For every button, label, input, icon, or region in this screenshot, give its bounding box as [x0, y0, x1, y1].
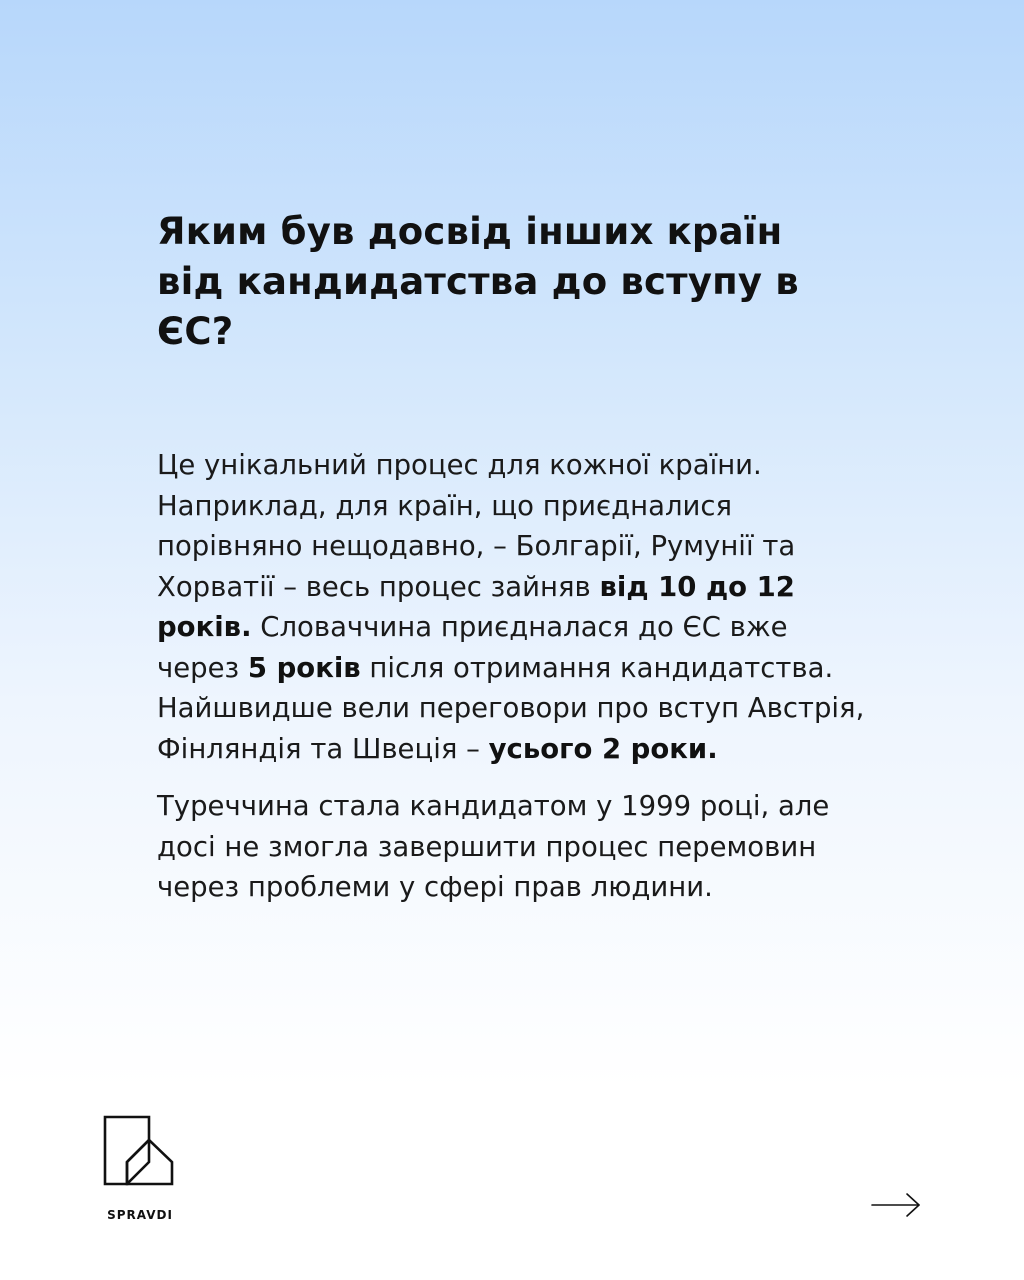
logo-text: SPRAVDI [107, 1208, 173, 1222]
text-segment: після отримання кандидатства. Найшвидше вели переговори про вступ Австрія, Фінляндія та Швеція – [157, 651, 865, 765]
highlight-slovakia-duration: 5 років [247, 651, 361, 684]
highlight-austria-finland-sweden-duration: усього 2 роки. [488, 732, 718, 765]
text-segment: Словаччина приєдналася до ЄС вже через [157, 611, 788, 684]
paragraph-turkey: Туреччина стала кандидатом у 1999 році, але досі не змогла завершити процес перемовин через проблеми у сфері прав людини. [157, 790, 830, 903]
page-title-line: ЄС? [157, 310, 234, 353]
next-slide-button[interactable] [870, 1192, 922, 1218]
text-segment: Це унікальний процес для кожної країни. Наприклад, для країн, що приєдналися порівняно нещодавно, – Болгарії, Румунії та Хорватії – весь процес зайняв [157, 449, 796, 603]
paragraph-eu-accession-durations [157, 445, 877, 769]
page-title-line: від кандидатства до вступу в [157, 260, 799, 303]
arrow-right-icon [870, 1192, 922, 1218]
spravdi-logo [100, 1112, 180, 1224]
spravdi-logo-icon [100, 1112, 180, 1192]
highlight-bulgaria-romania-croatia-duration: від 10 до 12 років. [157, 570, 795, 643]
page-title-line: Яким був досвід інших країн [157, 210, 783, 253]
article-body [157, 445, 877, 908]
page-title [157, 207, 877, 357]
